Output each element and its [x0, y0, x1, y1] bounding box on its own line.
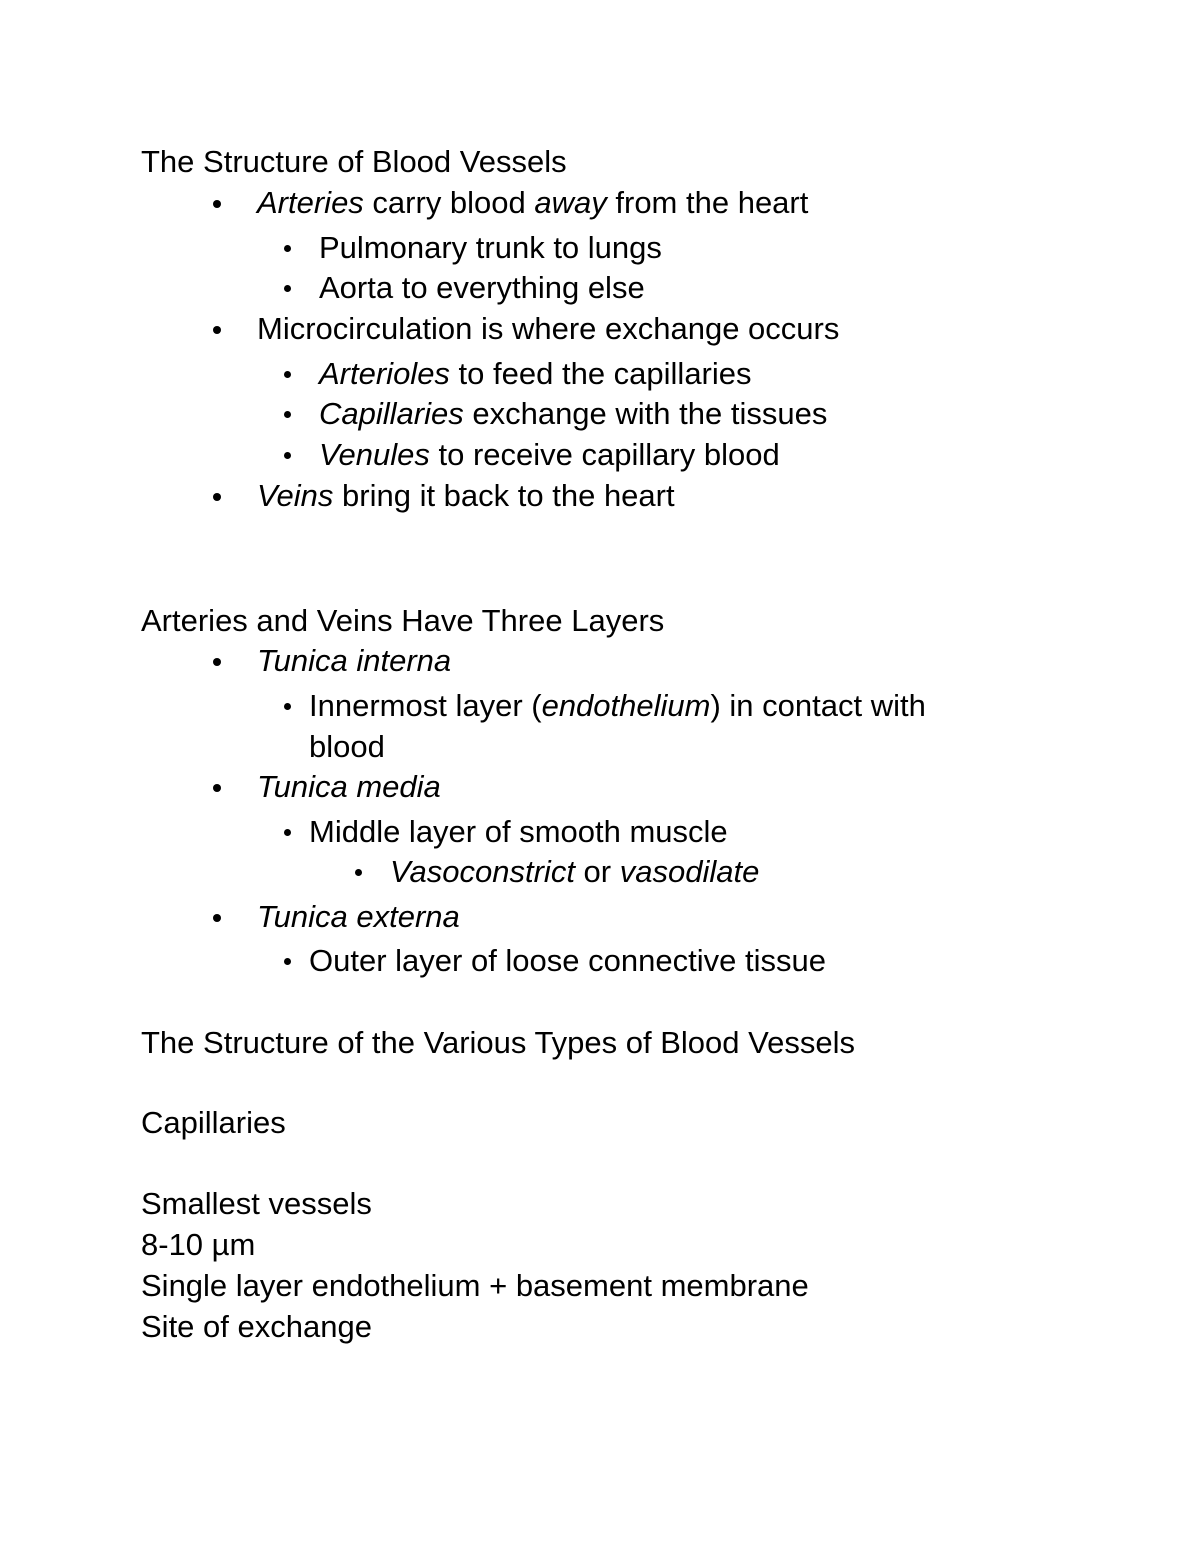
term-arteries: Arteries: [257, 185, 364, 220]
term-vasodilate: vasodilate: [619, 854, 760, 889]
list-item-veins: [257, 480, 675, 511]
section-title-structure: The Structure of Blood Vessels: [141, 144, 567, 179]
bullet: [284, 285, 291, 292]
fact-line: Single layer endothelium + basement membrane: [141, 1268, 809, 1303]
text: or: [574, 854, 620, 889]
list-item-middle-layer: Middle layer of smooth muscle: [309, 814, 728, 849]
fact-line: 8-10 µm: [141, 1227, 256, 1262]
bullet: [355, 869, 362, 876]
list-item-outer-layer: Outer layer of loose connective tissue: [309, 943, 826, 978]
bullet: [213, 658, 221, 666]
term-veins: Veins: [257, 478, 334, 513]
subtitle-capillaries: Capillaries: [141, 1105, 286, 1140]
term-tunica-media: Tunica media: [257, 769, 441, 804]
bullet: [213, 493, 221, 501]
list-item-innermost: [309, 690, 926, 721]
term-arterioles: Arterioles: [319, 356, 450, 391]
bullet: [284, 703, 291, 710]
bullet: [284, 452, 291, 459]
bullet: [213, 200, 221, 208]
bullet: [284, 245, 291, 252]
text: Innermost layer (: [309, 688, 542, 723]
text: bring it back to the heart: [333, 478, 675, 513]
bullet: [284, 411, 291, 418]
term-tunica-interna: Tunica interna: [257, 643, 452, 678]
text: exchange with the tissues: [463, 396, 828, 431]
section-title-three-layers: Arteries and Veins Have Three Layers: [141, 603, 665, 638]
text: to receive capillary blood: [429, 437, 780, 472]
fact-line: Site of exchange: [141, 1309, 372, 1344]
bullet: [284, 829, 291, 836]
text: from the heart: [606, 185, 809, 220]
list-item-arterioles: [319, 358, 752, 389]
section-title-various-types: The Structure of the Various Types of Blood Vessels: [141, 1025, 855, 1060]
text: ) in contact with: [710, 688, 926, 723]
list-item-aorta: Aorta to everything else: [319, 270, 645, 305]
bullet: [284, 958, 291, 965]
list-item-vaso: [390, 856, 759, 887]
fact-line: Smallest vessels: [141, 1186, 372, 1221]
list-item-pulmonary: Pulmonary trunk to lungs: [319, 230, 662, 265]
term-vasoconstrict: Vasoconstrict: [390, 854, 575, 889]
bullet: [213, 914, 221, 922]
bullet: [213, 326, 221, 334]
list-item-venules: [319, 439, 780, 470]
text: carry blood: [363, 185, 535, 220]
term-tunica-externa: Tunica externa: [257, 899, 460, 934]
emphasis-away: away: [534, 185, 607, 220]
term-venules: Venules: [319, 437, 430, 472]
list-item-microcirculation: Microcirculation is where exchange occurs: [257, 311, 840, 346]
bullet: [284, 371, 291, 378]
list-item-tunica-interna: [257, 645, 451, 676]
list-item-capillaries: [319, 398, 827, 429]
bullet: [213, 784, 221, 792]
term-capillaries: Capillaries: [319, 396, 464, 431]
text: to feed the capillaries: [449, 356, 752, 391]
list-item-innermost-continued: blood: [309, 729, 385, 764]
list-item-tunica-externa: [257, 901, 460, 932]
list-item-arteries: [257, 187, 808, 218]
term-endothelium: endothelium: [541, 688, 711, 723]
list-item-tunica-media: [257, 771, 441, 802]
